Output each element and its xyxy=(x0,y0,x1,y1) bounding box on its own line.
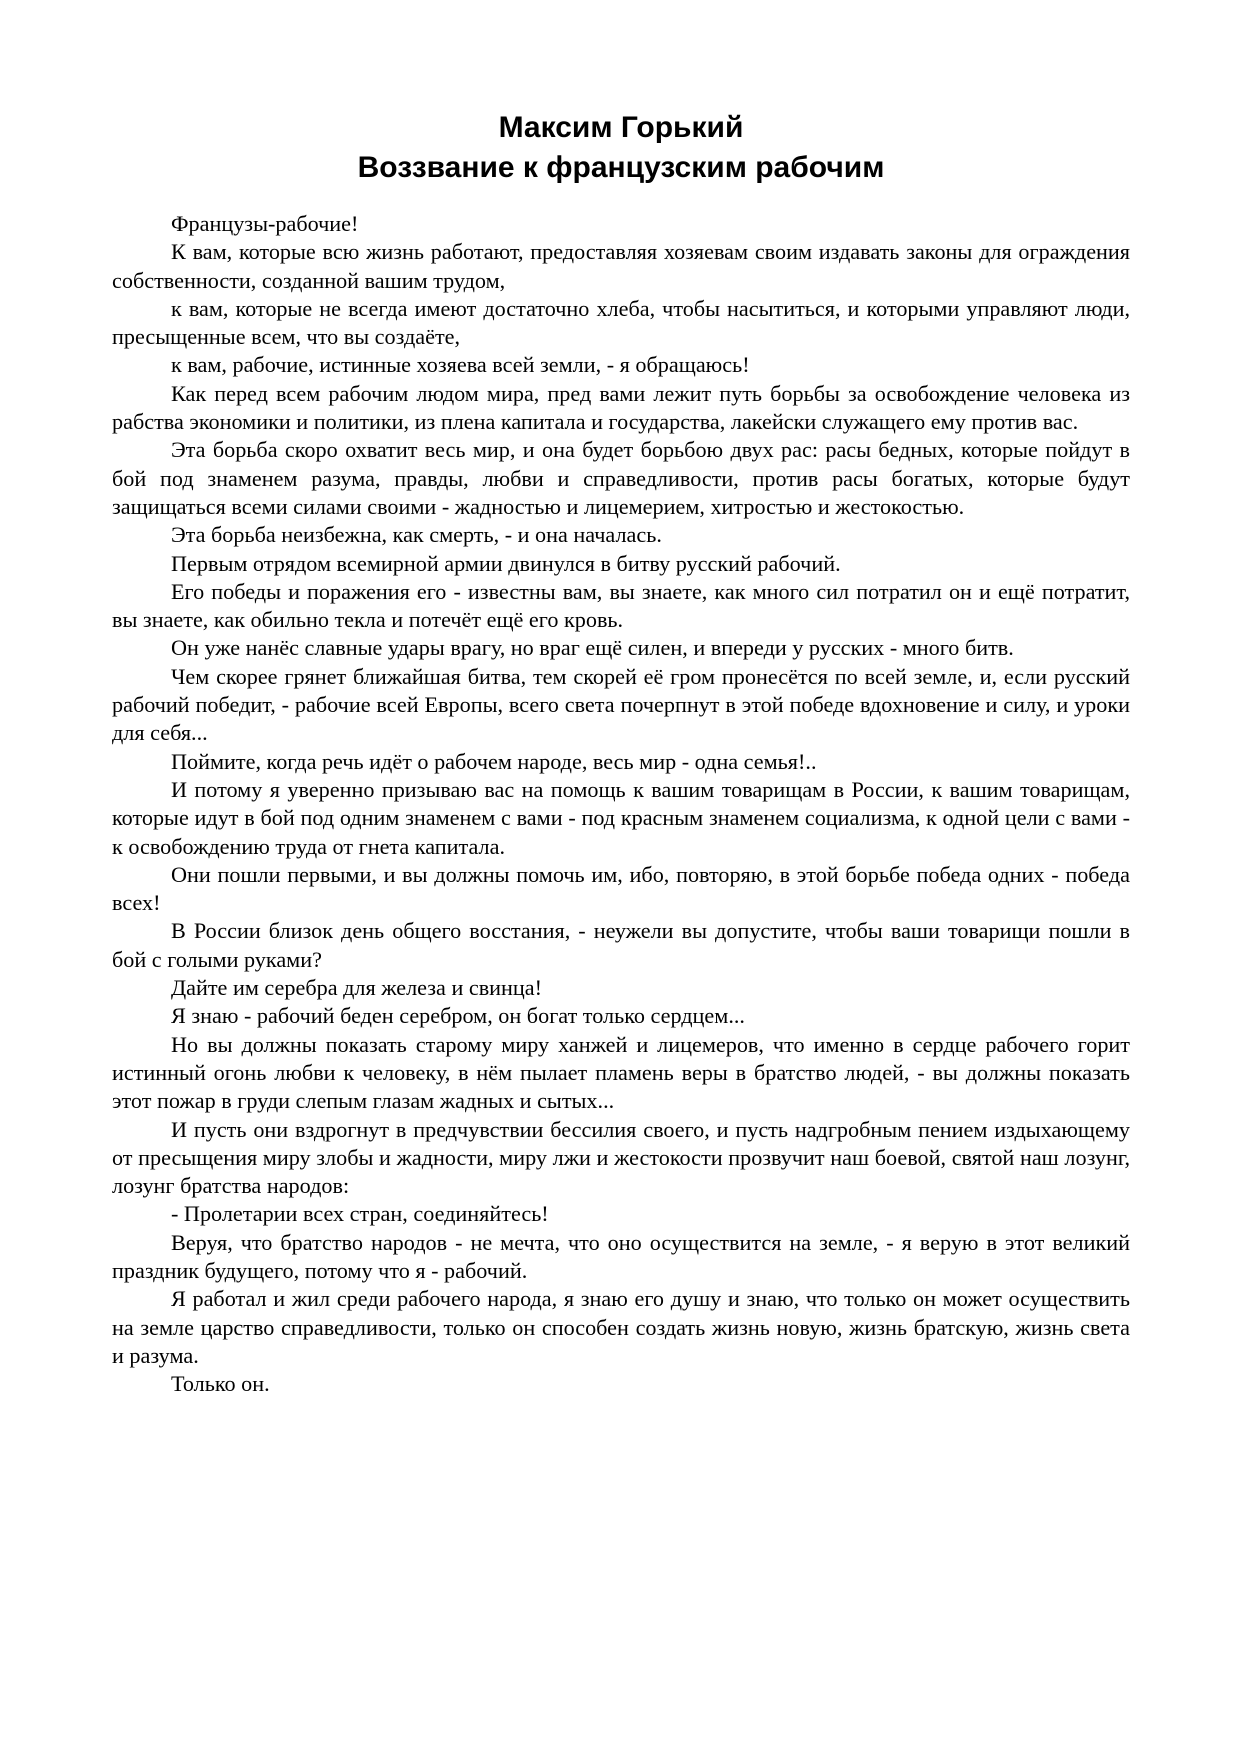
paragraph: Как перед всем рабочим людом мира, пред вами лежит путь борьбы за освобождение человека из рабства экономики и политики, из плена капитала и государства, лакейски служащего ему против вас. xyxy=(112,380,1130,435)
document-heading xyxy=(112,108,1130,188)
document-title: Воззвание к французским рабочим xyxy=(357,151,885,184)
paragraph: Чем скорее грянет ближайшая битва, тем скорей её гром пронесётся по всей земле, и, если русский рабочий победит, - рабочие всей Европы, всего света почерпнут в этой победе вдохновение и силу, и уроки для себя... xyxy=(112,663,1130,746)
paragraph: Эта борьба неизбежна, как смерть, - и она началась. xyxy=(171,522,662,548)
paragraph: Я знаю - рабочий беден серебром, он богат только сердцем... xyxy=(171,1003,745,1029)
paragraph: Дайте им серебра для железа и свинца! xyxy=(171,975,543,1001)
paragraph: Они пошли первыми, и вы должны помочь им, ибо, повторяю, в этой борьбе победа одних - победа всех! xyxy=(112,861,1130,916)
paragraph: к вам, которые не всегда имеют достаточно хлеба, чтобы насытиться, и которыми управляют люди, пресыщенные всем, что вы создаёте, xyxy=(112,295,1130,350)
paragraph: к вам, рабочие, истинные хозяева всей земли, - я обращаюсь! xyxy=(171,352,750,378)
author-name: Максим Горький xyxy=(498,111,744,144)
document-body xyxy=(112,210,1130,1398)
paragraph: В России близок день общего восстания, - неужели вы допустите, чтобы ваши товарищи пошли в бой с голыми руками? xyxy=(112,918,1130,972)
paragraph: И пусть они вздрогнут в предчувствии бессилия своего, и пусть надгробным пением издыхающему от пресыщения миру злобы и жадности, миру лжи и жестокости прозвучит наш боевой, святой наш лозунг, лозунг братства народов: xyxy=(112,1116,1130,1199)
paragraph: Первым отрядом всемирной армии двинулся в битву русский рабочий. xyxy=(171,550,841,576)
paragraph: Но вы должны показать старому миру ханжей и лицемеров, что именно в сердце рабочего горит истинный огонь любви к человеку, в нём пылает пламень веры в братство людей, - вы должны показать этот пожар в груди слепым глазам жадных и сытых... xyxy=(112,1031,1130,1114)
paragraph: Поймите, когда речь идёт о рабочем народе, весь мир - одна семья!.. xyxy=(171,748,817,774)
paragraph: К вам, которые всю жизнь работают, предоставляя хозяевам своим издавать законы для ограждения собственности, созданной вашим трудом, xyxy=(112,239,1130,293)
paragraph: И потому я уверенно призываю вас на помощь к вашим товарищам в России, к вашим товарищам, которые идут в бой под одним знаменем с вами - под красным знаменем социализма, к одной цели с вами - к освобождению труда от гнета капитала. xyxy=(112,776,1130,859)
paragraph: - Пролетарии всех стран, соединяйтесь! xyxy=(171,1201,549,1227)
paragraph: Я работал и жил среди рабочего народа, я знаю его душу и знаю, что только он может осуществить на земле царство справедливости, только он способен создать жизнь новую, жизнь братскую, жизнь света и разума. xyxy=(112,1286,1130,1368)
paragraph: Веруя, что братство народов - не мечта, что оно осуществится на земле, - я верую в этот великий праздник будущего, потому что я - рабочий. xyxy=(112,1229,1130,1283)
paragraph: Французы-рабочие! xyxy=(171,211,359,236)
paragraph: Эта борьба скоро охватит весь мир, и она будет борьбою двух рас: расы бедных, которые пойдут в бой под знаменем разума, правды, любви и справедливости, против расы богатых, которые будут защищаться всеми силами своими - жадностью и лицемерием, хитростью и жестокостью. xyxy=(112,437,1130,519)
paragraph: Только он. xyxy=(171,1371,270,1397)
paragraph: Его победы и поражения его - известны вам, вы знаете, как много сил потратил он и ещё потратит, вы знаете, как обильно текла и потечёт ещё его кровь. xyxy=(112,578,1130,633)
paragraph: Он уже нанёс славные удары врагу, но враг ещё силен, и впереди у русских - много битв. xyxy=(171,635,1014,661)
